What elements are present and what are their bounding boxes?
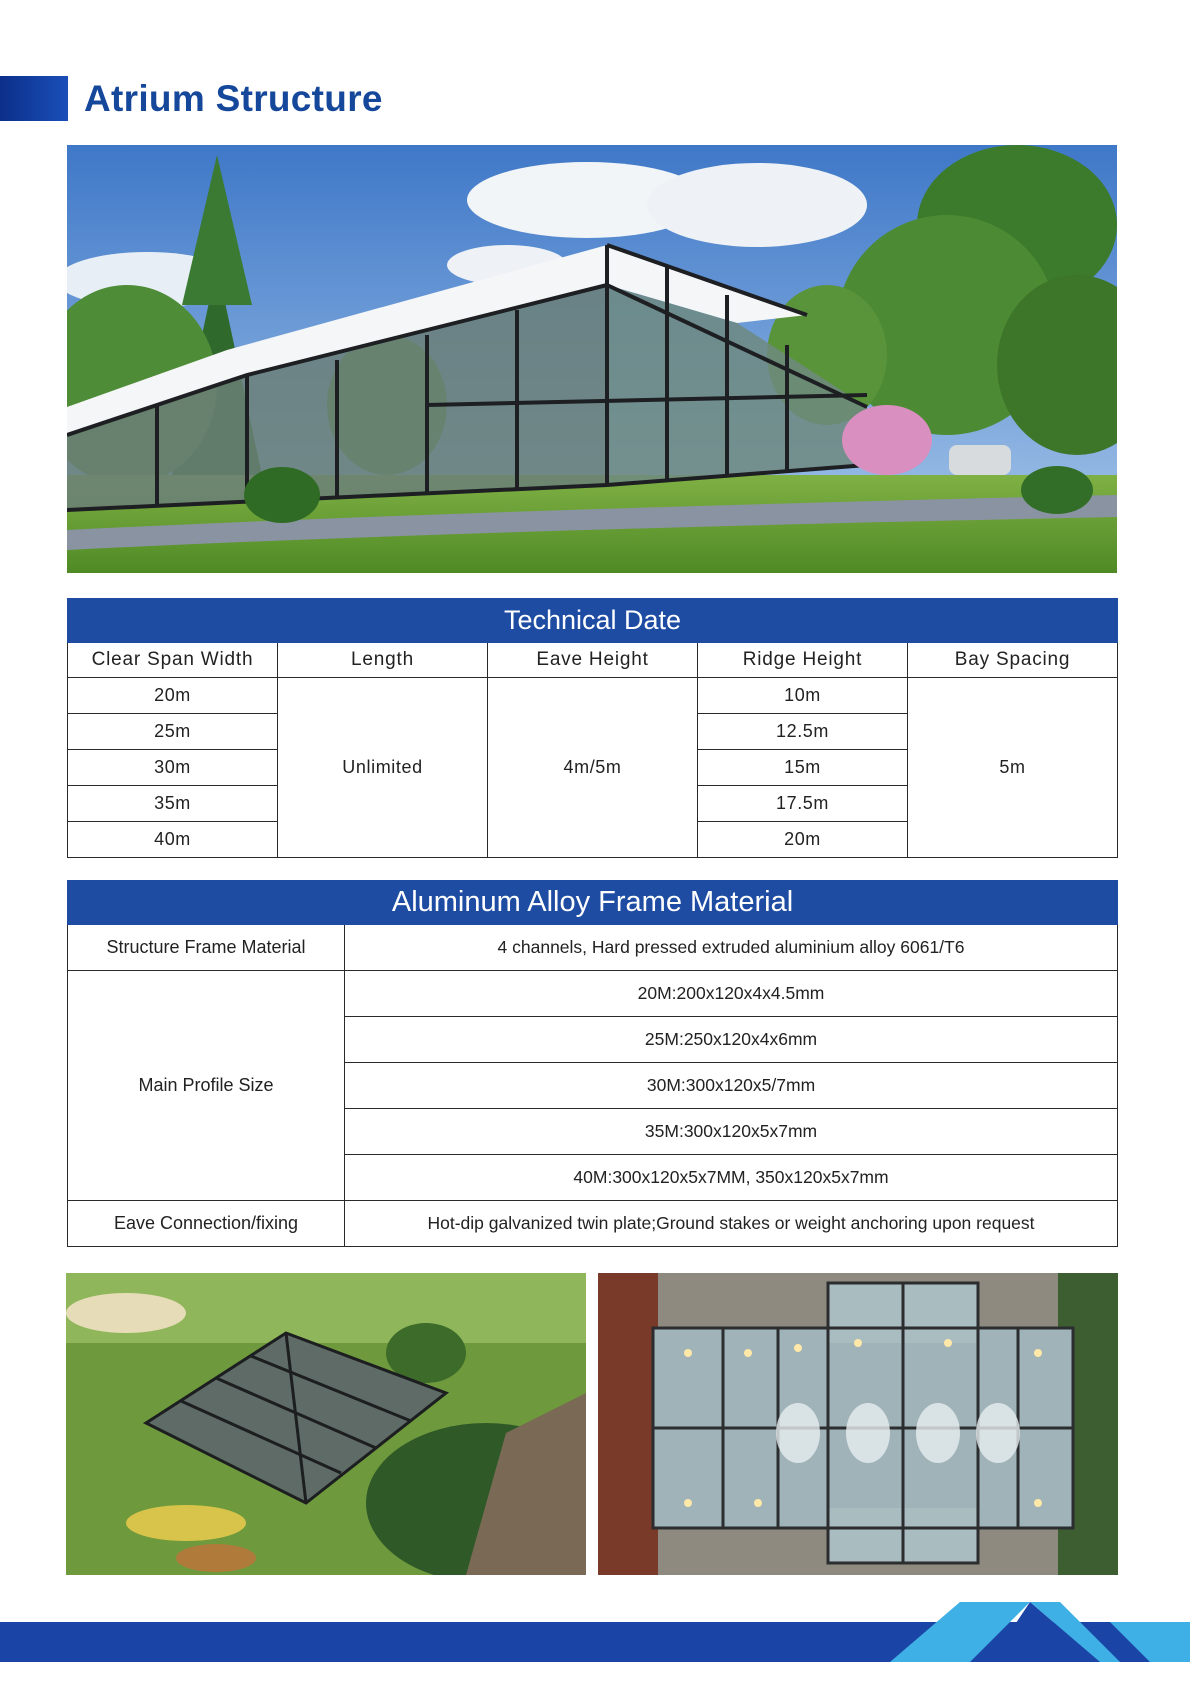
profile-size-cell: 35M:300x120x5x7mm [345,1109,1118,1155]
aluminum-frame-table [67,880,1118,1247]
eave-connection-value: Hot-dip galvanized twin plate;Ground stakes or weight anchoring upon request [345,1201,1118,1247]
technical-table [67,598,1118,858]
column-header-eave-height: Eave Height [488,643,698,678]
clear-span-width-cell: 30m [68,750,278,786]
bay-spacing-cell: 5m [908,678,1118,858]
column-header-clear-span-width: Clear Span Width [68,643,278,678]
ridge-height-cell: 20m [698,822,908,858]
technical-table-title: Technical Date [68,599,1118,643]
profile-size-cell: 20M:200x120x4x4.5mm [345,971,1118,1017]
ridge-height-cell: 10m [698,678,908,714]
main-profile-size-label: Main Profile Size [68,971,345,1201]
column-header-ridge-height: Ridge Height [698,643,908,678]
ridge-height-cell: 12.5m [698,714,908,750]
title-accent-bar [0,76,68,121]
clear-span-width-cell: 40m [68,822,278,858]
aerial-photo-golf-course-tent [66,1273,586,1575]
clear-span-width-cell: 35m [68,786,278,822]
profile-size-cell: 30M:300x120x5/7mm [345,1063,1118,1109]
frame-material-label: Structure Frame Material [68,925,345,971]
profile-size-cell: 25M:250x120x4x6mm [345,1017,1118,1063]
column-header-length: Length [278,643,488,678]
hero-photo-atrium-tent [67,145,1117,573]
frame-material-value: 4 channels, Hard pressed extruded aluminium alloy 6061/T6 [345,925,1118,971]
footer-logo-shape [880,1598,1190,1662]
page-title: Atrium Structure [84,78,383,119]
profile-size-cell: 40M:300x120x5x7MM, 350x120x5x7mm [345,1155,1118,1201]
column-header-bay-spacing: Bay Spacing [908,643,1118,678]
ridge-height-cell: 15m [698,750,908,786]
length-cell: Unlimited [278,678,488,858]
eave-connection-label: Eave Connection/fixing [68,1201,345,1247]
aluminum-table-title: Aluminum Alloy Frame Material [68,881,1118,925]
top-down-photo-glass-roof [598,1273,1118,1575]
eave-height-cell: 4m/5m [488,678,698,858]
ridge-height-cell: 17.5m [698,786,908,822]
clear-span-width-cell: 25m [68,714,278,750]
clear-span-width-cell: 20m [68,678,278,714]
